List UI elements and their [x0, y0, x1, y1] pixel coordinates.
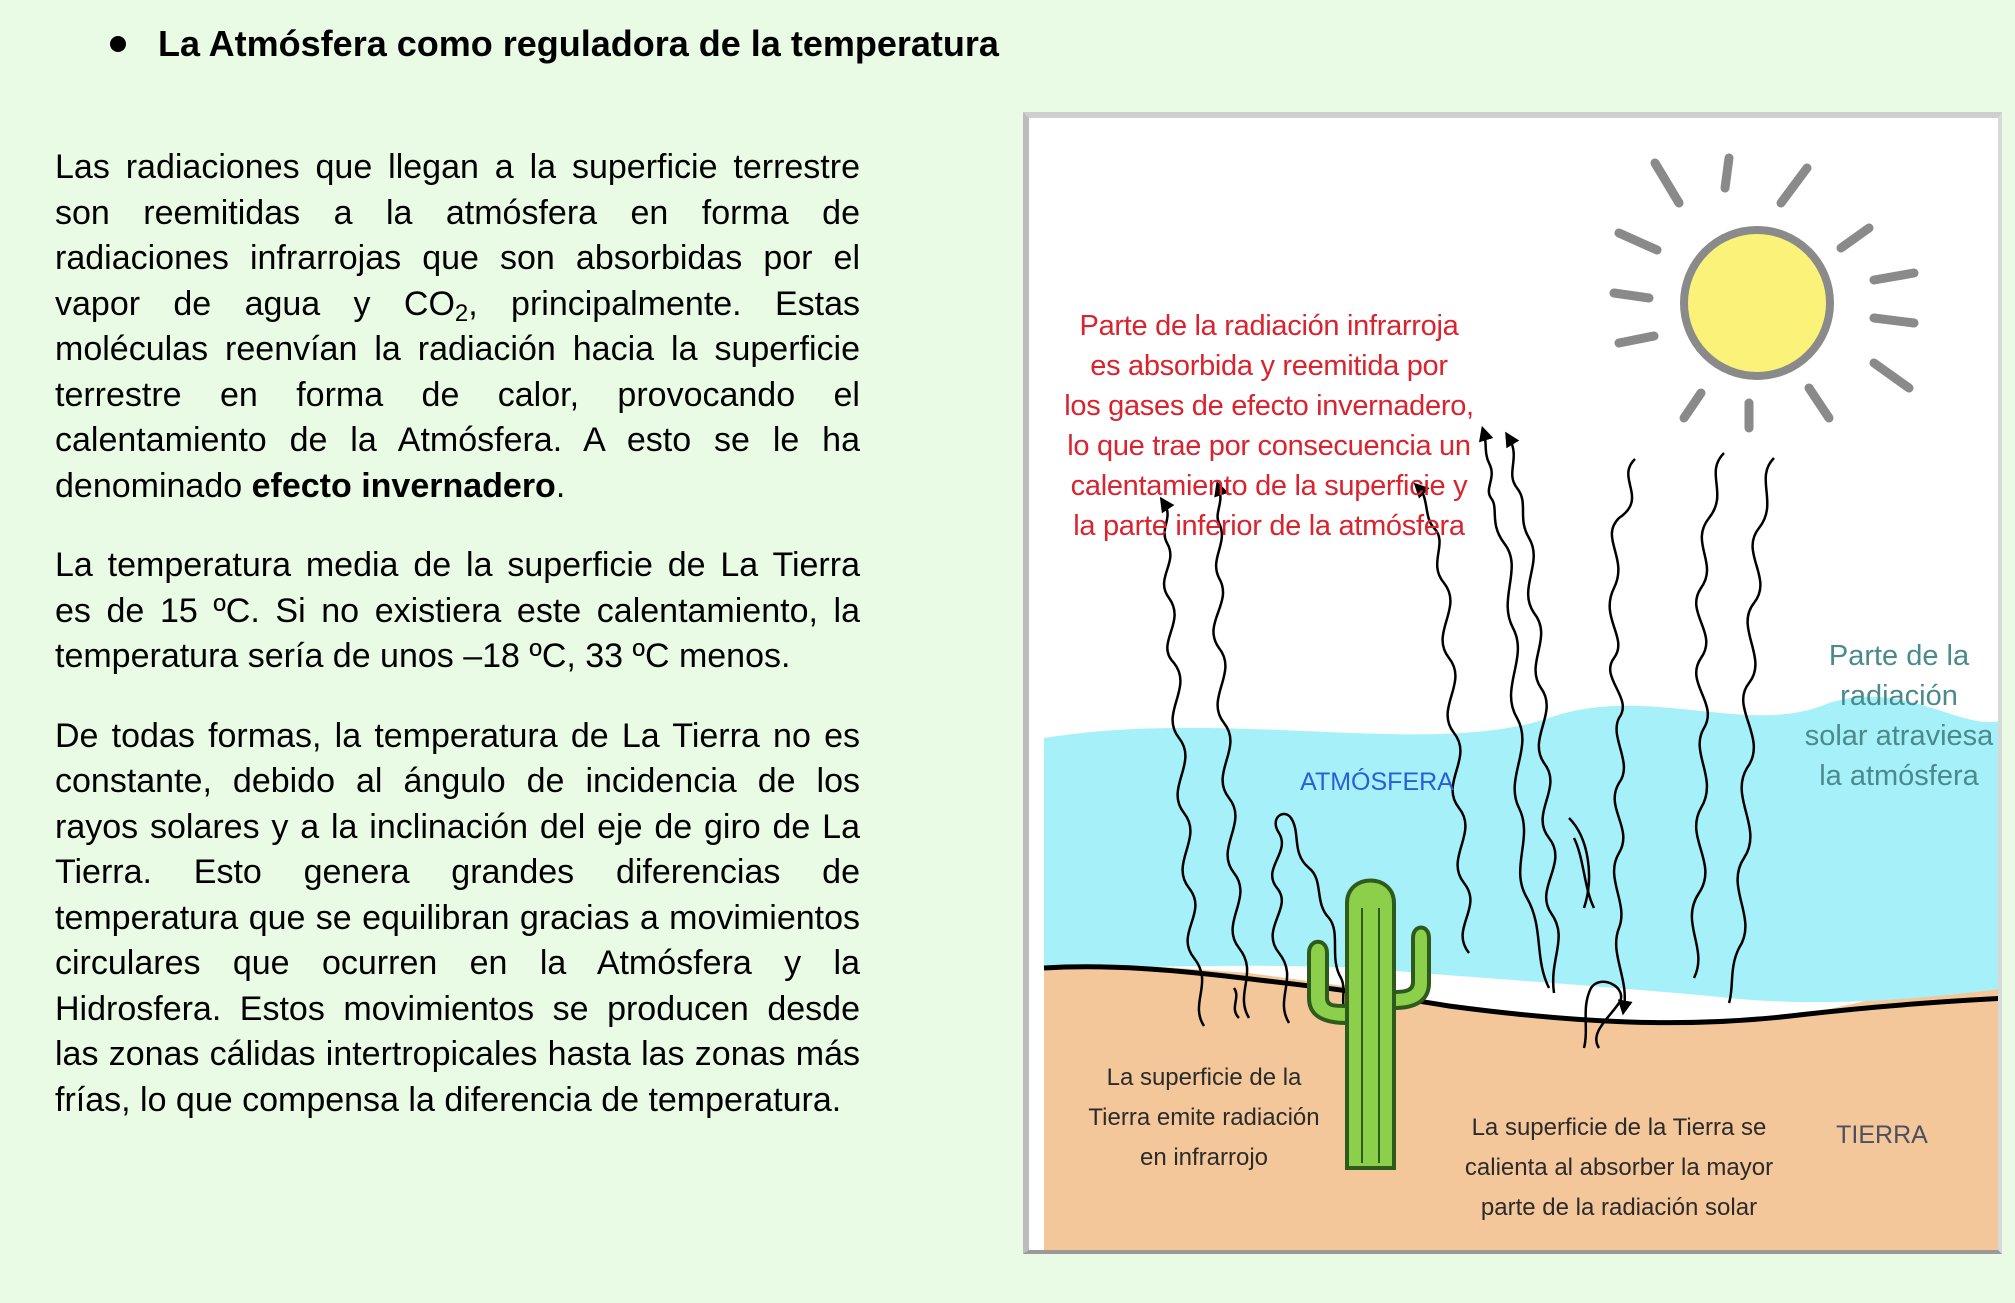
- tierra-label: TIERRA: [1836, 1121, 1928, 1149]
- heading-text: La Atmósfera como reguladora de la temperatura: [158, 23, 999, 64]
- paragraph-1: Las radiaciones que llegan a la superficie terrestre son reemitidas a la atmósfera en forma de radiaciones infrarrojas que son absorbidas por el vapor de agua y $CO_2$, principalmente. Estas moléculas reenvían la radiación hacia la superficie terrestre en forma de calor, provocando el calentamiento de la Atmósfera. A esto se le ha denominado efecto invernadero.: [55, 148, 861, 505]
- body-text: [55, 145, 860, 1123]
- sun: [1684, 230, 1830, 376]
- section-heading: [110, 20, 999, 68]
- surface-heats-label: La superficie de la Tierra se calienta al absorber la mayor parte de la radiación solar: [1464, 1114, 1774, 1221]
- atmosphere-label: ATMÓSFERA: [1300, 768, 1454, 796]
- red-infrared-label: Parte de la radiación infrarroja es absorbida y reemitida por los gases de efecto invernadero, lo que trae por consecuencia un calentamiento de la superficie y la parte inferior de la atmósfera: [1064, 310, 1474, 542]
- paragraph-3: De todas formas, la temperatura de La Tierra no es constante, debido al ángulo de incidencia de los rayos solares y a la inclinación del eje de giro de La Tierra. Esto genera grandes diferencias de temperatura que se equilibran gracias a movimientos circulares que ocurren en la Atmósfera y la Hidrosfera. Estos movimientos se producen desde las zonas cálidas intertropicales hasta las zonas más frías, lo que compensa la diferencia de temperatura.: [55, 716, 860, 1119]
- bullet-icon: [110, 36, 126, 52]
- paragraph-2: La temperatura media de la superficie de La Tierra es de 15 ºC. Si no existiera este calentamiento, la temperatura sería de unos –18 ºC, 33 ºC menos.: [55, 546, 860, 675]
- teal-solar-label: Parte de la radiación solar atraviesa la atmósfera: [1804, 640, 1994, 792]
- greenhouse-effect-illustration: [1023, 112, 2002, 1254]
- term-efecto-invernadero: efecto invernadero: [251, 466, 556, 505]
- surface-emits-label: La superficie de la Tierra emite radiación en infrarrojo: [1088, 1064, 1320, 1171]
